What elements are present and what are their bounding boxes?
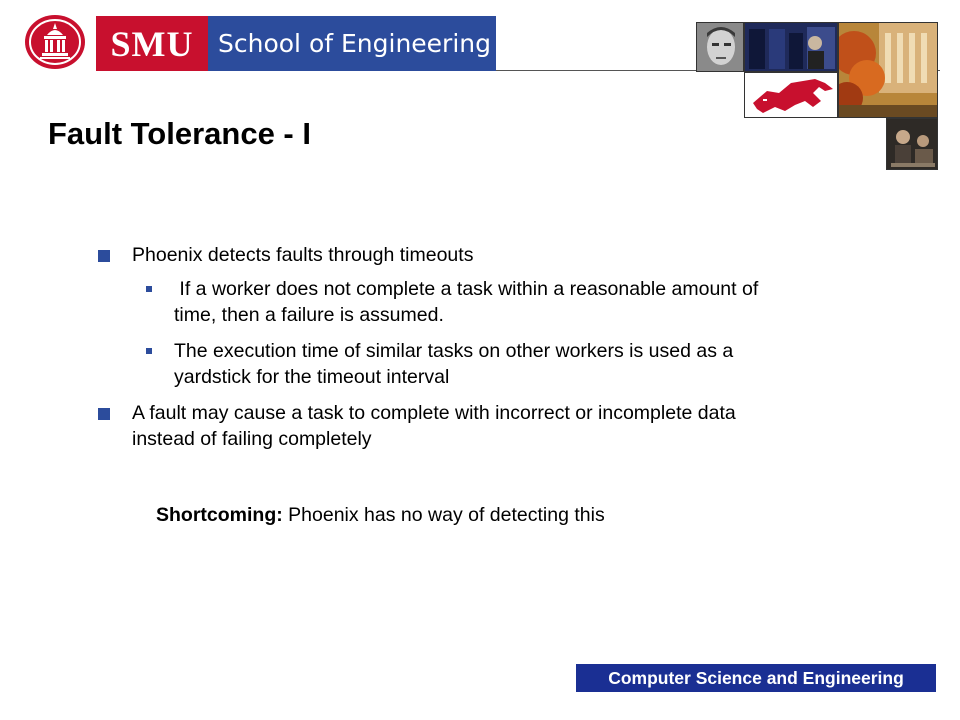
bullet-text: Phoenix detects faults through timeouts xyxy=(132,244,474,266)
shortcoming-label: Shortcoming: xyxy=(156,504,283,526)
mustang-logo-photo xyxy=(744,72,838,118)
sub-bullet-text: The execution time of similar tasks on other workers is used as a yardstick for the timeout interval xyxy=(174,340,734,388)
bullet-text: A fault may cause a task to complete with incorrect or incomplete data instead of failing completely xyxy=(132,402,736,450)
shortcoming-note xyxy=(156,504,605,527)
logo-smu-text: SMU xyxy=(96,16,208,71)
bullet-item xyxy=(98,242,778,268)
smu-seal-icon xyxy=(20,12,90,72)
square-bullet-icon xyxy=(98,408,110,420)
server-room-photo xyxy=(744,22,838,72)
footer-department-banner: Computer Science and Engineering xyxy=(576,664,936,692)
square-bullet-icon xyxy=(98,250,110,262)
campus-building-photo xyxy=(838,22,938,118)
sub-bullet-list xyxy=(98,276,778,390)
smu-engineering-logo xyxy=(20,12,496,72)
sub-bullet-item xyxy=(98,338,778,390)
slide-title: Fault Tolerance - I xyxy=(48,116,311,151)
small-square-bullet-icon xyxy=(146,348,152,354)
shortcoming-text: Phoenix has no way of detecting this xyxy=(282,504,605,526)
logo-school-text: School of Engineering xyxy=(208,16,496,71)
small-square-bullet-icon xyxy=(146,286,152,292)
portrait-photo xyxy=(696,22,744,72)
bullet-item xyxy=(98,400,778,452)
lab-photo xyxy=(886,118,938,170)
sub-bullet-item xyxy=(98,276,778,328)
slide-body xyxy=(98,242,778,460)
sub-bullet-text: If a worker does not complete a task within a reasonable amount of time, then a failure is assumed. xyxy=(174,278,764,326)
